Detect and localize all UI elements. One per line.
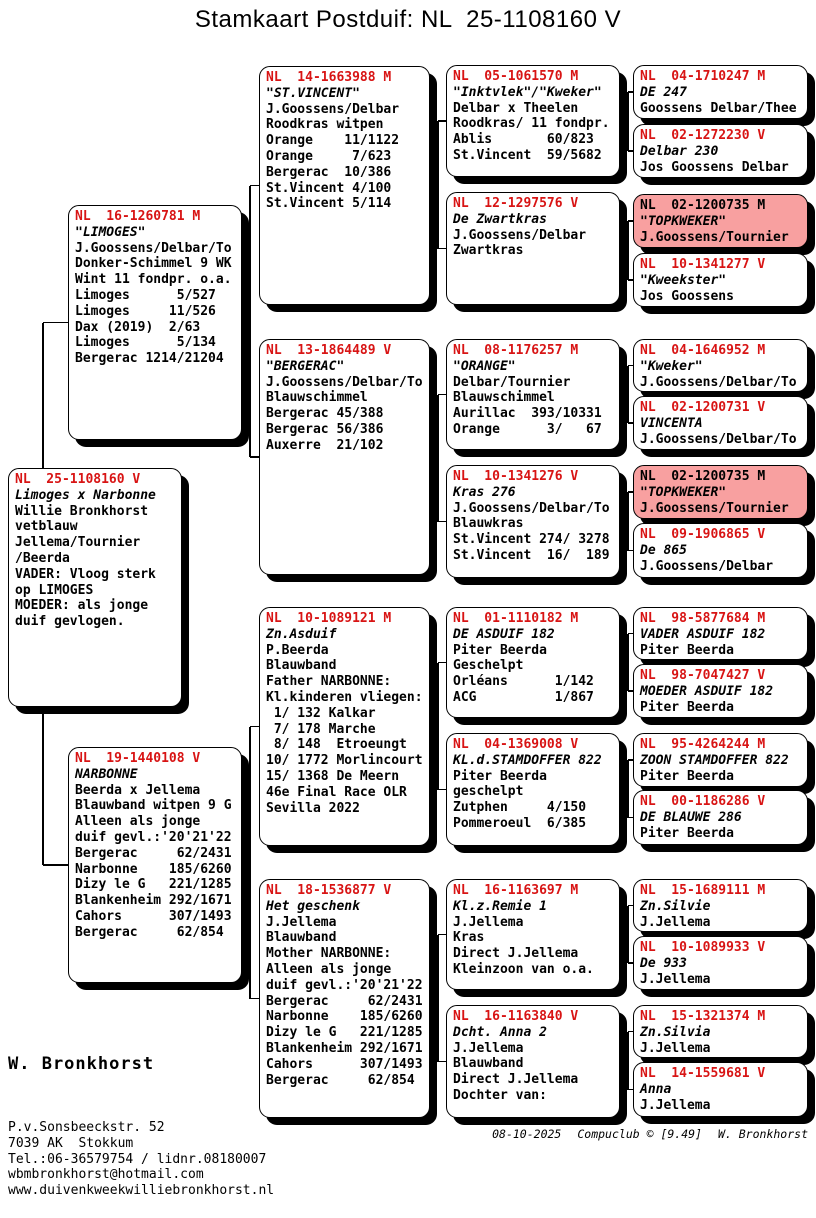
ring-number: NL 00-1186286 V [640,794,766,809]
pigeon-detail-line: 46e Final Race OLR [266,784,407,800]
pigeon-detail-line: op LIMOGES [15,582,94,598]
connector-line [250,185,259,187]
pigeon-detail-line: J.Goossens/Delbar/To [266,374,423,390]
ring-number: NL 18-1536877 V [266,883,392,898]
pigeon-detail-line: Bergerac 62/2431 [75,845,232,861]
owner-address-line: 7039 AK Stokkum [8,1135,134,1151]
pedigree-box [633,664,808,718]
pigeon-detail-line: Bergerac 62/854 [75,924,224,940]
pigeon-detail-line: Limoges 11/526 [75,303,216,319]
pigeon-detail-line: Bergerac 62/854 [266,1072,415,1088]
footer-date: 08-10-2025 [492,1127,562,1141]
pigeon-detail-line: Blauwschimmel [453,390,555,406]
pigeon-name: De Zwartkras [453,211,547,227]
connector-line [627,492,629,551]
pigeon-detail-line: J.Goossens/Delbar [266,101,400,117]
pigeon-detail-line: Kl.kinderen vliegen: [266,689,423,705]
pedigree-box [633,194,808,248]
pigeon-detail-line: J.Goossens/Tournier [640,500,789,516]
pigeon-name: NARBONNE [75,766,138,782]
pigeon-detail-line: MOEDER: als jonge [15,598,149,614]
pigeon-detail-line: J.Goossens/Tournier [640,229,789,245]
connector-line [249,727,251,999]
ring-number: NL 10-1341276 V [453,469,579,484]
pigeon-detail-line: J.Jellema [640,1097,711,1113]
page-title: Stamkaart Postduif: NL 25-1108160 V [194,6,622,33]
owner-address-line: www.duivenkweekwilliebronkhorst.nl [8,1183,275,1199]
pedigree-box [446,339,620,450]
owner-address-line: Tel.:06-36579754 / lidnr.08180007 [8,1151,267,1167]
pigeon-name: Zn.Silvia [640,1024,711,1040]
owner-address-line: P.v.Sonsbeeckstr. 52 [8,1120,165,1135]
pigeon-detail-line: Cahors 307/1493 [75,908,232,924]
pigeon-detail-line: J.Goossens/Delbar/To [640,374,797,390]
pigeon-detail-line: Orange 11/1122 [266,133,400,149]
pedigree-box [633,936,808,990]
pigeon-detail-line: Dax (2019) 2/63 [75,319,201,335]
ring-number: NL 08-1176257 M [453,343,579,358]
pigeon-detail-line: Blauwband [266,658,337,674]
pigeon-detail-line: P.Beerda [266,642,329,658]
footer-author: W. Bronkhorst [717,1127,808,1141]
connector-line [43,864,68,866]
pigeon-name: "LIMOGES" [75,224,146,240]
pigeon-detail-line: vetblauw [15,519,78,535]
ring-number: NL 13-1864489 V [266,343,392,358]
pigeon-detail-line: Jellema/Tournier [15,535,141,551]
ring-number: NL 19-1440108 V [75,751,201,766]
pedigree-box [633,1005,808,1058]
pigeon-detail-line: duif gevl.:'20'21'22 [75,829,232,845]
pigeon-name: Zn.Silvie [640,898,711,914]
pigeon-name: Delbar 230 [640,143,719,159]
ring-number: NL 09-1906865 V [640,527,766,542]
pigeon-name: Kras 276 [453,484,516,500]
pigeon-detail-line: Ablis 60/823 [453,132,594,148]
pigeon-detail-line: J.Jellema [453,914,524,930]
pigeon-detail-line: Zutphen 4/150 [453,800,587,816]
pigeon-detail-line: 7/ 178 Marche [266,721,376,737]
pigeon-name: ZOON STAMDOFFER 822 [640,752,789,768]
pigeon-detail-line: Narbonne 185/6260 [75,861,232,877]
pigeon-detail-line: Geschelpt [453,658,524,674]
connector-line [438,521,446,523]
ring-number: NL 16-1163697 M [453,883,579,898]
pigeon-name: Het geschenk [266,898,360,914]
connector-line [250,998,259,1000]
pigeon-detail-line: Dizy le G 221/1285 [75,877,232,893]
connector-line [437,395,439,522]
connector-line [249,186,251,458]
pigeon-detail-line: Cahors 307/1493 [266,1056,423,1072]
owner-block [8,1016,274,1218]
pigeon-detail-line: Piter Beerda [640,825,734,841]
pigeon-detail-line: Beerda x Jellema [75,782,201,798]
pigeon-detail-line: Aurillac 393/10331 [453,406,602,422]
pedigree-box [8,468,182,707]
pigeon-detail-line: Auxerre 21/102 [266,437,384,453]
pigeon-detail-line: St.Vincent 274/ 3278 [453,532,610,548]
owner-address [8,1120,274,1199]
ring-number: NL 05-1061570 M [453,69,579,84]
pigeon-detail-line: J.Goossens/Delbar [640,558,774,574]
pigeon-detail-line: Blauwband [453,1056,524,1072]
pigeon-name: "TOPKWEKER" [640,484,727,500]
connector-line [438,1061,446,1063]
pigeon-name: KL.d.STAMDOFFER 822 [453,752,602,768]
pigeon-detail-line: 10/ 1772 Morlincourt [266,753,423,769]
pigeon-detail-line: Willie Bronkhorst [15,503,149,519]
pigeon-detail-line: St.Vincent 5/114 [266,196,392,212]
pigeon-detail-line: Roodkras witpen [266,117,384,133]
pigeon-detail-line: Blauwband witpen 9 G [75,798,232,814]
pigeon-detail-line: Piter Beerda [640,699,734,715]
pigeon-detail-line: Bergerac 10/386 [266,164,392,180]
pigeon-detail-line: Delbar/Tournier [453,374,571,390]
pigeon-detail-line: Blauwband [266,930,337,946]
pigeon-name: Limoges x Narbonne [15,487,156,503]
owner-address-line: wbmbronkhorst@hotmail.com [8,1167,204,1183]
pedigree-box [259,607,430,846]
pigeon-detail-line: J.Jellema [640,1040,711,1056]
pigeon-detail-line: Piter Beerda [640,768,734,784]
pigeon-name: DE 247 [640,84,687,100]
pigeon-detail-line: Direct J.Jellema [453,1072,579,1088]
pedigree-box [446,879,620,990]
pigeon-detail-line: J.Goossens/Delbar/To [75,240,232,256]
pigeon-detail-line: Bergerac 1214/21204 [75,351,224,367]
pigeon-name: DE BLAUWE 286 [640,809,742,825]
connector-line [627,221,629,280]
pigeon-detail-line: 1/ 132 Kalkar [266,705,376,721]
pigeon-detail-line: Direct J.Jellema [453,946,579,962]
pedigree-box [446,192,620,305]
pigeon-detail-line: duif gevlogen. [15,614,125,630]
pigeon-detail-line: Delbar x Theelen [453,100,579,116]
pigeon-name: De 933 [640,955,687,971]
pigeon-detail-line: Blankenheim 292/1671 [75,893,232,909]
connector-line [627,906,629,964]
ring-number: NL 16-1260781 M [75,209,201,224]
connector-line [43,322,68,324]
pigeon-detail-line: /Beerda [15,550,70,566]
ring-number: NL 98-7047427 V [640,668,766,683]
pigeon-detail-line: J.Goossens/Delbar [453,227,587,243]
pigeon-name: "Kweekster" [640,272,727,288]
ring-number: NL 02-1200731 V [640,400,766,415]
pigeon-detail-line: VADER: Vloog sterk [15,566,156,582]
pigeon-name: "ST.VINCENT" [266,85,360,101]
pedigree-box [633,339,808,392]
connector-line [250,726,259,728]
pigeon-detail-line: J.Jellema [266,914,337,930]
pigeon-name: MOEDER ASDUIF 182 [640,683,774,699]
pedigree-box [633,733,808,787]
ring-number: NL 10-1089933 V [640,940,766,955]
pigeon-detail-line: Narbonne 185/6260 [266,1009,423,1025]
ring-number: NL 25-1108160 V [15,472,141,487]
pigeon-detail-line: J.Jellema [453,1040,524,1056]
pigeon-name: DE ASDUIF 182 [453,626,555,642]
ring-number: NL 02-1200735 M [640,198,766,213]
pedigree-box [259,66,430,305]
pigeon-detail-line: Jos Goossens Delbar [640,159,789,175]
pedigree-box [446,607,620,718]
connector-line [438,789,446,791]
pigeon-name: "TOPKWEKER" [640,213,727,229]
ring-number: NL 98-5877684 M [640,611,766,626]
pigeon-detail-line: Mother NARBONNE: [266,946,392,962]
ring-number: NL 01-1110182 M [453,611,579,626]
connector-line [438,120,446,122]
ring-number: NL 02-1272230 V [640,128,766,143]
pigeon-detail-line: Pommeroeul 6/385 [453,815,587,831]
pigeon-detail-line: St.Vincent 4/100 [266,180,392,196]
footer [492,1127,808,1141]
pigeon-detail-line: Alleen als jonge [266,961,392,977]
pigeon-detail-line: Blankenheim 292/1671 [266,1040,423,1056]
pigeon-detail-line: 15/ 1368 De Meern [266,768,400,784]
pigeon-detail-line: Orange 3/ 67 [453,421,602,437]
pigeon-detail-line: Piter Beerda [453,768,547,784]
pigeon-detail-line: Wint 11 fondpr. o.a. [75,272,232,288]
pedigree-box [633,523,808,578]
pigeon-detail-line: Blauwschimmel [266,390,368,406]
pedigree-box [259,339,430,575]
pedigree-box [633,396,808,450]
pigeon-detail-line: Kleinzoon van o.a. [453,961,594,977]
pigeon-name: Zn.Asduif [266,626,337,642]
connector-line [438,248,446,250]
pedigree-box [68,205,242,440]
pedigree-box [633,1062,808,1117]
pedigree-box [633,879,808,932]
ring-number: NL 12-1297576 V [453,196,579,211]
connector-line [437,935,439,1062]
ring-number: NL 16-1163840 V [453,1009,579,1024]
pigeon-name: Anna [640,1081,672,1097]
owner-name: W. Bronkhorst [8,1054,155,1074]
pigeon-detail-line: J.Goossens/Delbar/To [453,500,610,516]
pigeon-detail-line: Roodkras/ 11 fondpr. [453,116,610,132]
pedigree-box [633,790,808,845]
pigeon-detail-line: Piter Beerda [453,642,547,658]
connector-line [438,662,446,664]
pigeon-detail-line: Orange 7/623 [266,148,392,164]
pedigree-box [259,879,430,1118]
pigeon-detail-line: Jos Goossens [640,288,734,304]
pigeon-name: Kl.z.Remie 1 [453,898,547,914]
pigeon-detail-line: Bergerac 62/2431 [266,993,423,1009]
connector-line [627,634,629,692]
pigeon-detail-line: Blauwkras [453,516,524,532]
pigeon-name: "Inktvlek"/"Kweker" [453,84,602,100]
connector-line [437,663,439,790]
pedigree-box [446,733,620,846]
pedigree-box [633,253,808,307]
ring-number: NL 10-1089121 M [266,611,392,626]
ring-number: NL 04-1369008 V [453,737,579,752]
ring-number: NL 15-1689111 M [640,883,766,898]
pigeon-detail-line: Kras [453,930,485,946]
ring-number: NL 04-1710247 M [640,69,766,84]
pigeon-detail-line: J.Goossens/Delbar/To [640,431,797,447]
pigeon-detail-line: ACG 1/867 [453,689,594,705]
pigeon-detail-line: Sevilla 2022 [266,800,360,816]
pigeon-detail-line: Zwartkras [453,243,524,259]
pedigree-box [633,465,808,519]
pigeon-name: VINCENTA [640,415,703,431]
pedigree-box [633,65,808,119]
pedigree-box [446,465,620,578]
pedigree-box [633,607,808,660]
pigeon-detail-line: Bergerac 45/388 [266,406,384,422]
connector-line [627,366,629,424]
ring-number: NL 15-1321374 M [640,1009,766,1024]
ring-number: NL 14-1559681 V [640,1066,766,1081]
pedigree-box [446,1005,620,1118]
pedigree-box [633,124,808,178]
pigeon-detail-line: Bergerac 56/386 [266,421,384,437]
pigeon-detail-line: Limoges 5/527 [75,287,216,303]
pigeon-detail-line: Goossens Delbar/Thee [640,100,797,116]
pigeon-detail-line: Donker-Schimmel 9 WK [75,256,232,272]
pigeon-detail-line: Alleen als jonge [75,814,201,830]
pigeon-detail-line: Dizy le G 221/1285 [266,1025,423,1041]
ring-number: NL 04-1646952 M [640,343,766,358]
pigeon-detail-line: St.Vincent 16/ 189 [453,547,610,563]
pigeon-detail-line: St.Vincent 59/5682 [453,147,602,163]
pigeon-name: "Kweker" [640,358,703,374]
ring-number: NL 02-1200735 M [640,469,766,484]
pigeon-detail-line: J.Jellema [640,914,711,930]
ring-number: NL 14-1663988 M [266,70,392,85]
footer-program: Compuclub © [9.49] [577,1127,702,1141]
pigeon-detail-line: Father NARBONNE: [266,674,392,690]
pigeon-name: "BERGERAC" [266,358,345,374]
connector-line [438,394,446,396]
pedigree-box [68,747,242,983]
pigeon-detail-line: Dochter van: [453,1087,547,1103]
connector-line [437,121,439,249]
pigeon-detail-line: Limoges 5/134 [75,335,216,351]
connector-line [627,92,629,151]
pigeon-detail-line: duif gevl.:'20'21'22 [266,977,423,993]
connector-line [627,1032,629,1090]
pigeon-name: VADER ASDUIF 182 [640,626,766,642]
pigeon-detail-line: J.Jellema [640,971,711,987]
pigeon-detail-line: geschelpt [453,784,524,800]
pigeon-name: Dcht. Anna 2 [453,1024,547,1040]
connector-line [627,760,629,818]
pigeon-detail-line: Piter Beerda [640,642,734,658]
pigeon-detail-line: 8/ 148 Etroeungt [266,737,407,753]
pigeon-name: De 865 [640,542,687,558]
connector-line [438,934,446,936]
ring-number: NL 95-4264244 M [640,737,766,752]
pigeon-name: "ORANGE" [453,358,516,374]
ring-number: NL 10-1341277 V [640,257,766,272]
connector-line [250,456,259,458]
pigeon-detail-line: Orléans 1/142 [453,674,594,690]
pedigree-box [446,65,620,177]
